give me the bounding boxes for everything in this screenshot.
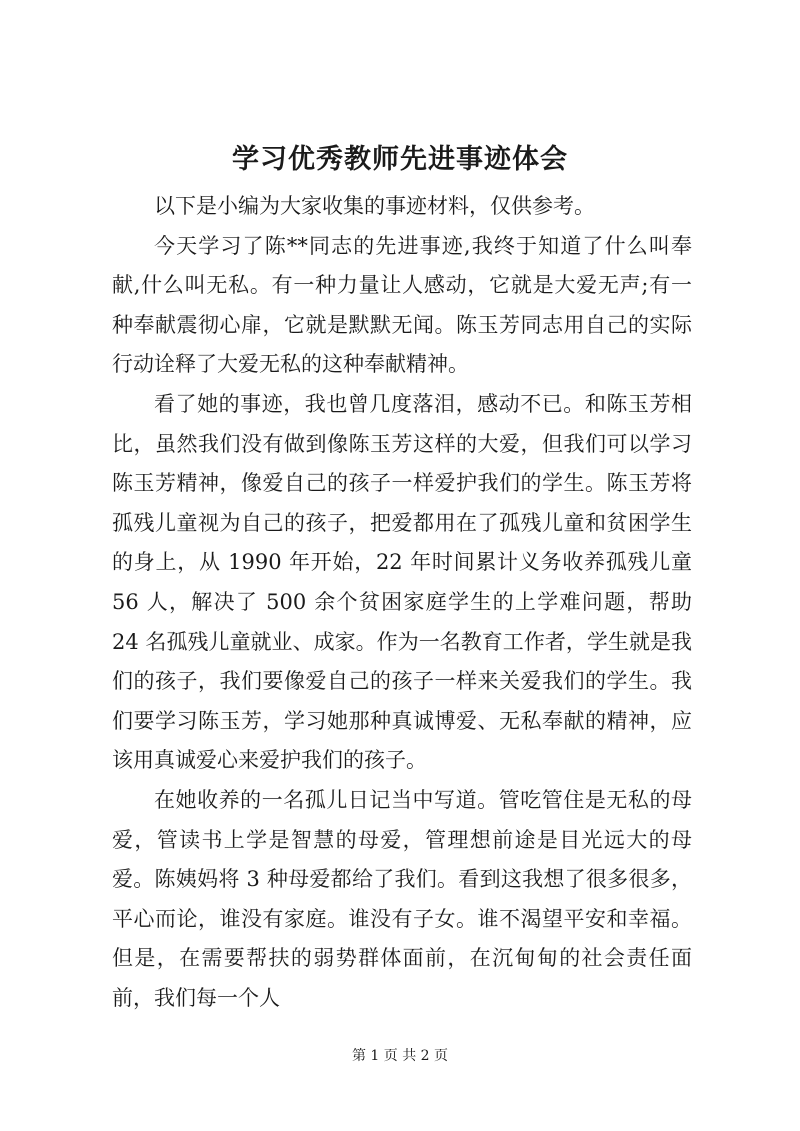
document-title: 学习优秀教师先进事迹体会 xyxy=(232,144,568,175)
paragraph-intro: 以下是小编为大家收集的事迹材料，仅供参考。 xyxy=(154,194,595,218)
paragraph-2: 看了她的事迹，我也曾几度落泪，感动不已。和陈玉芳相比，虽然我们没有做到像陈玉芳这样的大爱，但我们可以学习陈玉芳精神，像爱自己的孩子一样爱护我们的学生。陈玉芳将孤残儿童视为自己的孩子，把爱都用在了孤残儿童和贫困学生的身上，从 1990 年开始，22 年时间累计义务收养孤残儿童 56 人，解决了 500 余个贫困家庭学生的上学难问题，帮助 24 名孤残儿童就业、成家。作为一名教育工作者，学生就是我们的孩子，我们要像爱自己的孩子一样来关爱我们的学生。我们要学习陈玉芳，学习她那种真诚博爱、无私奉献的精神，应该用真诚爱心来爱护我们的孩子。 xyxy=(112,391,692,773)
document-body xyxy=(112,187,692,1018)
paragraph-1: 今天学习了陈**同志的先进事迹,我终于知道了什么叫奉献,什么叫无私。有一种力量让人感动，它就是大爱无声;有一种奉献震彻心扉，它就是默默无闻。陈玉芳同志用自己的实际行动诠释了大爱无私的这种奉献精神。 xyxy=(112,233,692,377)
page-footer: 第 1 页 共 2 页 xyxy=(351,1048,449,1064)
paragraph-3: 在她收养的一名孤儿日记当中写道。管吃管住是无私的母爱，管读书上学是智慧的母爱，管理想前途是目光远大的母爱。陈姨妈将 3 种母爱都给了我们。看到这我想了很多很多，平心而论，谁没有家庭。谁没有子女。谁不渴望平安和幸福。但是，在需要帮扶的弱势群体面前，在沉甸甸的社会责任面前，我们每一个人 xyxy=(112,787,692,1010)
